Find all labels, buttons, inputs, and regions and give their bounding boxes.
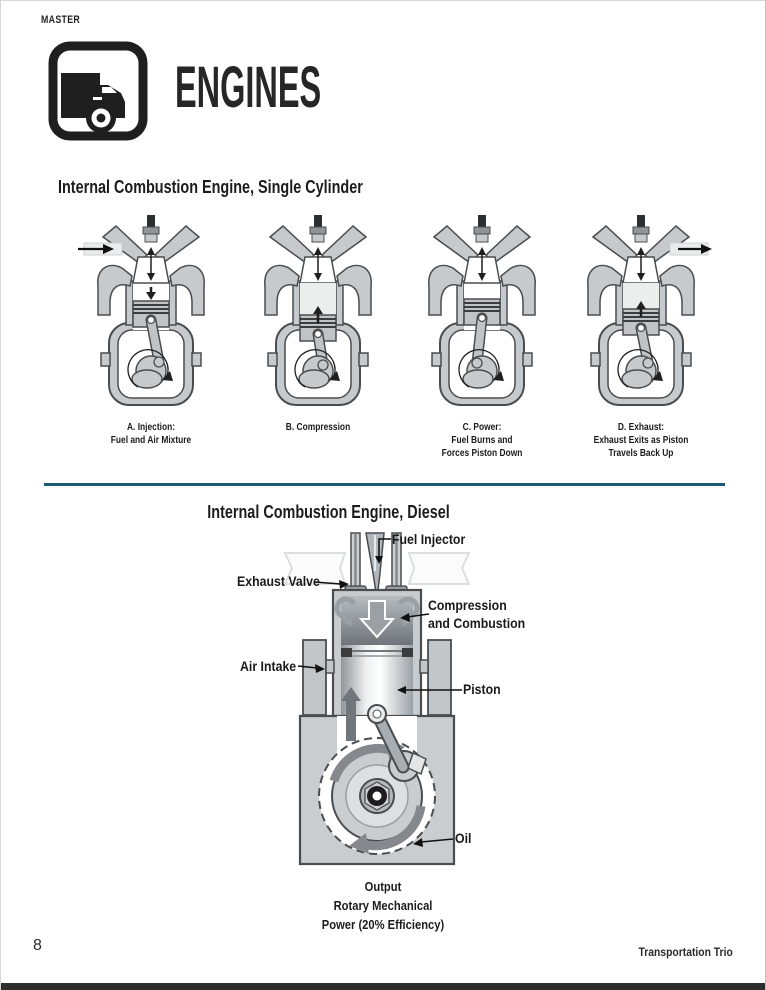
label-piston: Piston (463, 681, 501, 697)
bottom-edge-bar (1, 983, 766, 990)
caption-compression: B. Compression (285, 421, 351, 433)
label-fuel-injector: Fuel Injector (392, 531, 466, 547)
caption-power: C. Power: Fuel Burns and Forces Piston Down (441, 421, 523, 459)
engine-diagram-compression (238, 213, 398, 418)
section-heading-diesel: Internal Combustion Engine, Diesel (207, 502, 451, 522)
page-title: ENGINES (175, 55, 322, 120)
caption-exhaust: D. Exhaust: Exhaust Exits as Piston Travels Back Up (593, 421, 689, 459)
eyebrow-label: MASTER (41, 14, 81, 26)
page-number: 8 (33, 937, 42, 954)
engine-diagram-power (402, 213, 562, 418)
output-caption: Output Rotary Mechanical Power (20% Efficiency) (321, 879, 445, 932)
section-heading-single-cylinder: Internal Combustion Engine, Single Cylinder (58, 177, 363, 197)
truck-icon (48, 41, 148, 141)
label-air-intake: Air Intake (240, 658, 297, 674)
label-oil: Oil (455, 830, 472, 846)
caption-injection: A. Injection: Fuel and Air Mixture (110, 421, 192, 446)
label-exhaust-valve: Exhaust Valve (237, 573, 320, 589)
section-divider (44, 483, 725, 486)
label-compression-combustion: Compression and Combustion (428, 597, 526, 631)
engine-diagram-injection (71, 213, 231, 418)
engine-diagram-exhaust (561, 213, 721, 418)
footer-title: Transportation Trio (638, 947, 733, 959)
